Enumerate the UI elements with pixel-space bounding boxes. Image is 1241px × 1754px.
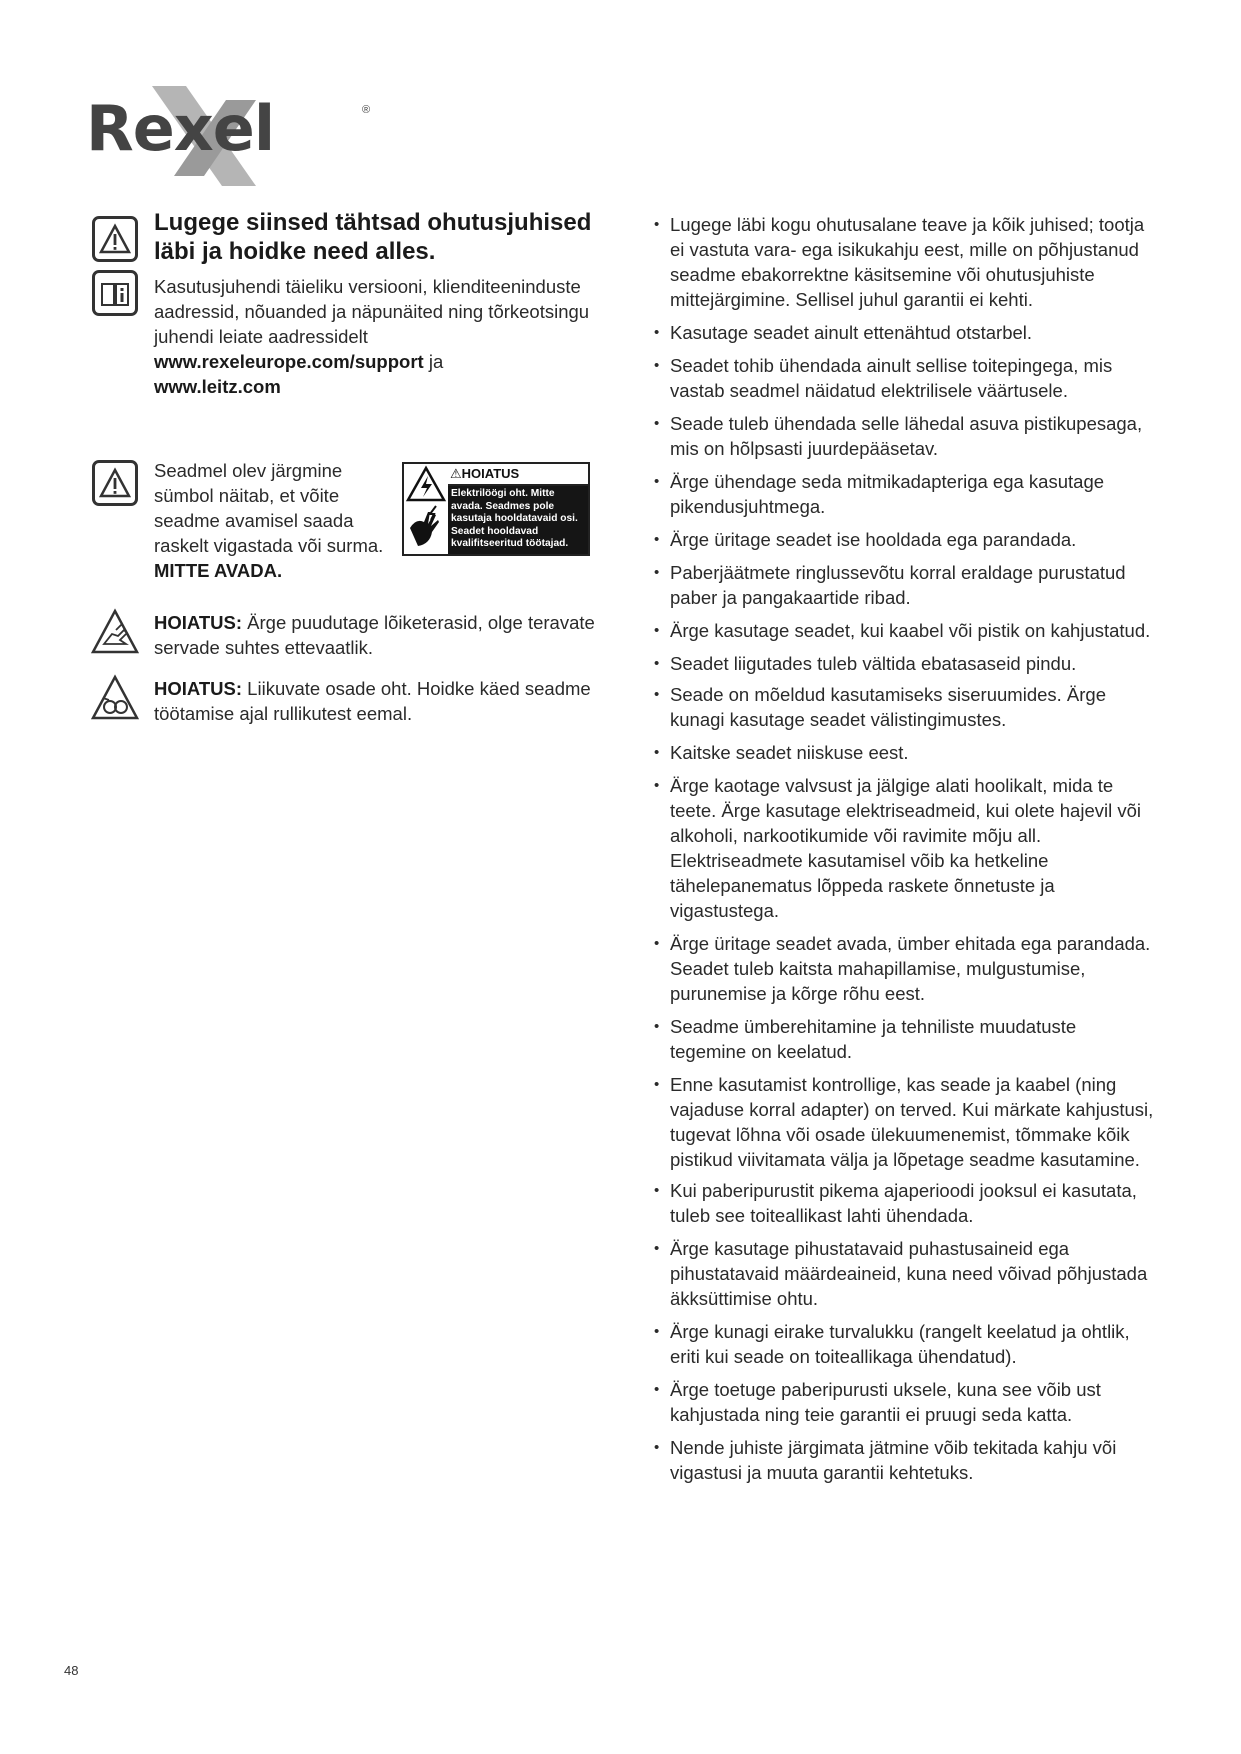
list-item: • Kui paberipurustit pikema ajaperioodi jooksul ei kasutata, tuleb see toiteallikast lahti ühendada. (656, 1178, 1156, 1228)
support-link[interactable]: www.rexeleurope.com/support (154, 351, 424, 372)
list-item: • Seadet liigutades tuleb vältida ebatasaseid pindu. (656, 651, 1156, 676)
cut-hazard-icon (90, 608, 140, 656)
list-item: • Ärge ühendage seda mitmikadapteriga ega kasutage pikendusjuhtmega. (656, 469, 1156, 519)
page-heading: Lugege siinsed tähtsad ohutusjuhised läbi ja hoidke need alles. (154, 209, 592, 265)
blade-warning-label: HOIATUS: (154, 612, 243, 633)
list-item: • Kasutage seadet ainult ettenähtud otstarbel. (656, 320, 1156, 345)
list-item: • Ärge kasutage seadet, kui kaabel või pistik on kahjustatud. (656, 618, 1156, 643)
list-item: • Ärge toetuge paberipurusti uksele, kuna see võib ust kahjustada ning teie garantii ei pruugi seda katta. (656, 1377, 1156, 1427)
logo-wordmark: Rexel (86, 92, 275, 165)
blade-warning-text (154, 610, 624, 660)
rollers-hazard-icon (90, 674, 140, 722)
list-item: • Enne kasutamist kontrollige, kas seade ja kaabel (ning vajaduse korral adapter) on terved. Kui märkate kahjustusi, tugevat lõhna või osade ülekuumenemist, tõmmake kõik pistikud viivitamata välja ja lõpetage seadme kasutamine. (656, 1072, 1156, 1172)
list-item: • Lugege läbi kogu ohutusalane teave ja kõik juhised; tootja ei vastuta vara- ega isikukahju eest, mille on põhjustanud seadme ebakorrektne käsitsemine või ohutusjuhiste mittejärgimine. Sellisel juhul garantii ei kehti. (656, 212, 1156, 312)
hazard-label-body: Elektrilöögi oht. Mitte avada. Seadmes pole kasutaja hooldatavaid osi. Seadet hooldavad kvalifitseeritud töötajad. (448, 486, 588, 554)
page-number: 48 (64, 1663, 79, 1678)
list-item: • Seade on mõeldud kasutamiseks siseruumides. Ärge kunagi kasutage seadet välistingimustes. (656, 682, 1156, 732)
and-word: ja (423, 351, 444, 372)
rexel-logo (86, 86, 371, 186)
list-item: • Ärge kunagi eirake turvalukku (rangelt keelatud ja ohtlik, eriti kui seade on toiteallikaga ühendatud). (656, 1319, 1156, 1369)
blade-warning-body: Ärge puudutage lõiketerasid, olge teravate servade suhtes ettevaatlik. (154, 612, 595, 658)
manual-info-paragraph (154, 274, 624, 399)
list-item: • Ärge kasutage pihustatavaid puhastusaineid ega pihustatavaid määrdeaineid, kuna need võivad põhjustada äkksüttimise ohtu. (656, 1236, 1156, 1311)
manual-book-icon (92, 270, 138, 316)
moving-parts-warning-label: HOIATUS: (154, 678, 243, 699)
list-item: • Ärge kaotage valvsust ja jälgige alati hoolikalt, mida te teete. Ärge kasutage elektriseadmeid, kui olete hajevil või alkoholi, narkootikumide või ravimite mõju all. Elektriseadmete kasutamisel võib ka hetkeline tähelepanematus lõppeda raskete õnnetuste ja vigastustega. (656, 773, 1156, 923)
list-item: • Kaitske seadet niiskuse eest. (656, 740, 1156, 765)
logo-registered-mark: ® (362, 104, 371, 116)
list-item: • Seade tuleb ühendada selle lähedal asuva pistikupesaga, mis on hõlpsasti juurdepääsetav. (656, 411, 1156, 461)
symbol-explanation-paragraph (154, 458, 384, 583)
hazard-label-title-text: HOIATUS (461, 466, 520, 481)
hazard-label-title (448, 464, 588, 486)
moving-parts-warning-text (154, 676, 624, 726)
list-item: • Ärge üritage seadet avada, ümber ehitada ega parandada. Seadet tuleb kaitsta mahapillamise, mulgustumise, purunemise ja kõrge rõhu eest. (656, 931, 1156, 1006)
hazard-label-icons (404, 464, 448, 554)
symbol-explanation-text: Seadmel olev järgmine sümbol näitab, et võite seadme avamisel saada raskelt vigastada või surma. (154, 460, 384, 556)
do-not-open-text: MITTE AVADA. (154, 560, 283, 581)
list-item: • Ärge üritage seadet ise hooldada ega parandada. (656, 527, 1156, 552)
list-item: • Nende juhiste järgimata jätmine võib tekitada kahju või vigastusi ja muuta garantii kehtetuks. (656, 1435, 1156, 1485)
list-item: • Seadet tohib ühendada ainult sellise toitepingega, mis vastab seadmel näidatud elektrilisele väärtusele. (656, 353, 1156, 403)
manual-info-text: Kasutusjuhendi täieliku versiooni, klienditeeninduste aadressid, nõuanded ja näpunäited ning tõrkeotsingu juhendi leiate aadressidelt (154, 276, 590, 347)
moving-parts-warning-body: Liikuvate osade oht. Hoidke käed seadme töötamise ajal rullikutest eemal. (154, 678, 591, 724)
leitz-link[interactable]: www.leitz.com (154, 376, 281, 397)
list-item: • Paberjäätmete ringlussevõtu korral eraldage purustatud paber ja pangakaartide ribad. (656, 560, 1156, 610)
warning-icon (92, 216, 138, 262)
electric-shock-warning-label (402, 462, 590, 556)
small-warning-icon: ⚠ (450, 466, 462, 481)
list-item: • Seadme ümberehitamine ja tehniliste muudatuste tegemine on keelatud. (656, 1014, 1156, 1064)
safety-instructions-list (656, 212, 1156, 1485)
warning-icon (92, 460, 138, 506)
